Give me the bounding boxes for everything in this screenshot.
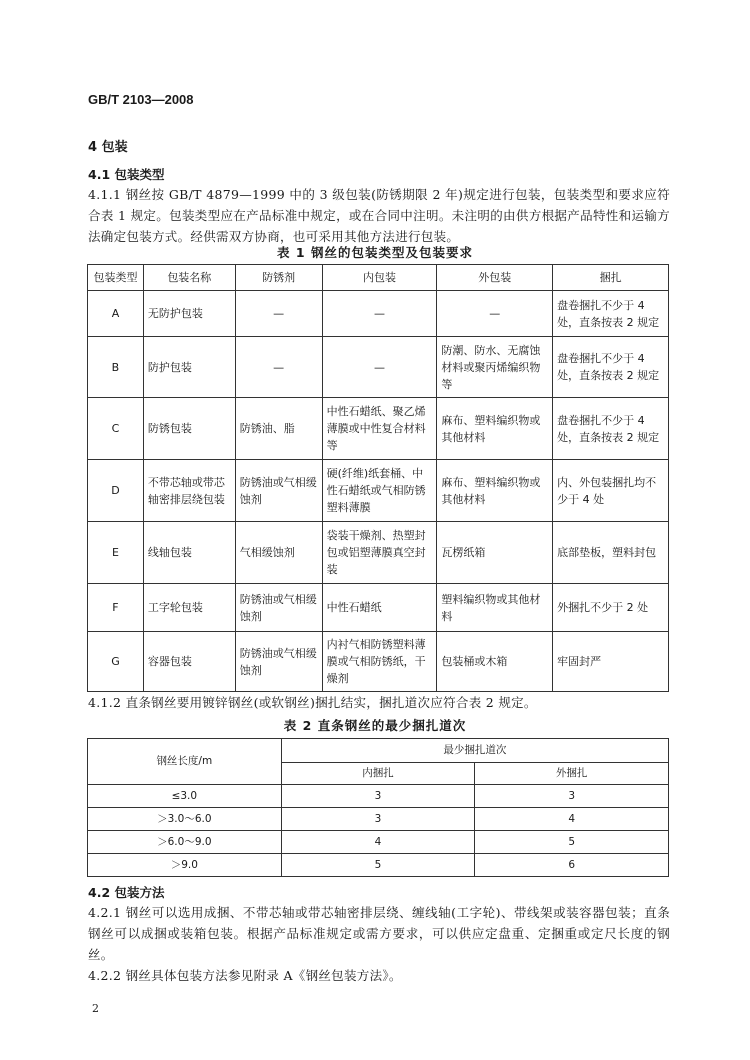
- cell: 瓦楞纸箱: [437, 522, 553, 584]
- cell: 盘卷捆扎不少于 4 处，直条按表 2 规定: [553, 398, 669, 460]
- cell: 防护包装: [143, 337, 235, 398]
- cell: ＞6.0～9.0: [88, 831, 282, 854]
- cell: 内、外包装捆扎均不少于 4 处: [553, 460, 669, 522]
- cell: C: [88, 398, 144, 460]
- cell: ＞3.0～6.0: [88, 808, 282, 831]
- cell: 防锈油或气相缓蚀剂: [235, 584, 322, 632]
- cell: 底部垫板，塑料封包: [553, 522, 669, 584]
- table-row: [88, 785, 669, 808]
- cell: —: [322, 291, 437, 337]
- cell: 防锈油或气相缓蚀剂: [235, 632, 322, 692]
- table-row: [88, 854, 669, 877]
- cell: 牢固封严: [553, 632, 669, 692]
- table-2-caption: 表 2 直条钢丝的最少捆扎道次: [283, 718, 467, 733]
- document-code: GB/T 2103—2008: [88, 92, 194, 107]
- cell: 防锈包装: [143, 398, 235, 460]
- cell: G: [88, 632, 144, 692]
- cell: 容器包装: [143, 632, 235, 692]
- table-row: [88, 632, 669, 692]
- table-row: [88, 398, 669, 460]
- cell: ＞9.0: [88, 854, 282, 877]
- header-inner-packaging: 内包装: [322, 265, 437, 291]
- cell: 5: [475, 831, 669, 854]
- cell: 麻布、塑料编织物或其他材料: [437, 398, 553, 460]
- page-number: 2: [92, 1002, 99, 1015]
- cell: 线轴包装: [143, 522, 235, 584]
- cell: 防锈油、脂: [235, 398, 322, 460]
- cell: —: [235, 337, 322, 398]
- cell: ≤3.0: [88, 785, 282, 808]
- cell: 5: [281, 854, 475, 877]
- section-4-1-heading: 4.1 包装类型: [88, 167, 165, 182]
- cell: 中性石蜡纸: [322, 584, 437, 632]
- table-row: [88, 291, 669, 337]
- cell: —: [322, 337, 437, 398]
- cell: 工字轮包装: [143, 584, 235, 632]
- cell: B: [88, 337, 144, 398]
- min-binding-table: [87, 738, 669, 877]
- cell: 麻布、塑料编织物或其他材料: [437, 460, 553, 522]
- header-outer-packaging: 外包装: [437, 265, 553, 291]
- cell: 3: [281, 808, 475, 831]
- table-row: [88, 460, 669, 522]
- section-4-heading: 4 包装: [88, 140, 128, 155]
- cell: A: [88, 291, 144, 337]
- paragraph-4-2-2: 4.2.2 钢丝具体包装方法参见附录 A《钢丝包装方法》。: [88, 968, 402, 983]
- paragraph-4-2-1: 4.2.1 钢丝可以选用成捆、不带芯轴或带芯轴密排层绕、缠线轴(工字轮)、带线架或装容器包装；直条钢丝可以成捆或装箱包装。根据产品标准规定或需方要求，可以供应定盘重、定捆重或定尺长度的钢丝。: [88, 905, 670, 962]
- cell: —: [235, 291, 322, 337]
- header-inner-binding: 内捆扎: [281, 763, 475, 785]
- cell: 中性石蜡纸、聚乙烯薄膜或中性复合材料等: [322, 398, 437, 460]
- cell: 塑料编织物或其他材料: [437, 584, 553, 632]
- cell: 气相缓蚀剂: [235, 522, 322, 584]
- header-wire-length: 钢丝长度/m: [88, 739, 282, 785]
- header-binding: 捆扎: [553, 265, 669, 291]
- cell: 外捆扎不少于 2 处: [553, 584, 669, 632]
- cell: 无防护包装: [143, 291, 235, 337]
- cell: 3: [475, 785, 669, 808]
- section-4-2-heading: 4.2 包装方法: [88, 885, 165, 900]
- cell: 内衬气相防锈塑料薄膜或气相防锈纸，干燥剂: [322, 632, 437, 692]
- cell: 4: [281, 831, 475, 854]
- paragraph-4-1-2: 4.1.2 直条钢丝要用镀锌钢丝(或软钢丝)捆扎结实，捆扎道次应符合表 2 规定。: [88, 695, 537, 710]
- cell: 袋装干燥剂、热塑封包或铝塑薄膜真空封装: [322, 522, 437, 584]
- packaging-types-table: [87, 264, 669, 692]
- header-packaging-name: 包装名称: [143, 265, 235, 291]
- cell: 6: [475, 854, 669, 877]
- header-outer-binding: 外捆扎: [475, 763, 669, 785]
- header-rust-inhibitor: 防锈剂: [235, 265, 322, 291]
- cell: 3: [281, 785, 475, 808]
- header-min-binding: 最少捆扎道次: [281, 739, 668, 763]
- table-row: [88, 831, 669, 854]
- header-packaging-type: 包装类型: [88, 265, 144, 291]
- cell: 盘卷捆扎不少于 4 处，直条按表 2 规定: [553, 291, 669, 337]
- table-header-row: [88, 265, 669, 291]
- cell: —: [437, 291, 553, 337]
- cell: D: [88, 460, 144, 522]
- cell: 硬(纤维)纸套桶、中性石蜡纸或气相防锈塑料薄膜: [322, 460, 437, 522]
- table-row: [88, 584, 669, 632]
- cell: 不带芯轴或带芯轴密排层绕包装: [143, 460, 235, 522]
- table-row: [88, 337, 669, 398]
- cell: 盘卷捆扎不少于 4 处，直条按表 2 规定: [553, 337, 669, 398]
- cell: 4: [475, 808, 669, 831]
- table-row: [88, 808, 669, 831]
- cell: 包装桶或木箱: [437, 632, 553, 692]
- cell: E: [88, 522, 144, 584]
- cell: 防潮、防水、无腐蚀材料或聚丙烯编织物等: [437, 337, 553, 398]
- cell: F: [88, 584, 144, 632]
- table-header-row: [88, 739, 669, 763]
- cell: 防锈油或气相缓蚀剂: [235, 460, 322, 522]
- table-1-caption: 表 1 钢丝的包装类型及包装要求: [277, 245, 473, 260]
- paragraph-4-1-1: 4.1.1 钢丝按 GB/T 4879—1999 中的 3 级包装(防锈期限 2 年)规定进行包装，包装类型和要求应符合表 1 规定。包装类型应在产品标准中规定，或在合同中注明。未注明的由供方根据产品特性和运输方法确定包装方式。经供需双方协商，也可采用其他方法进行包装。: [88, 187, 670, 244]
- table-row: [88, 522, 669, 584]
